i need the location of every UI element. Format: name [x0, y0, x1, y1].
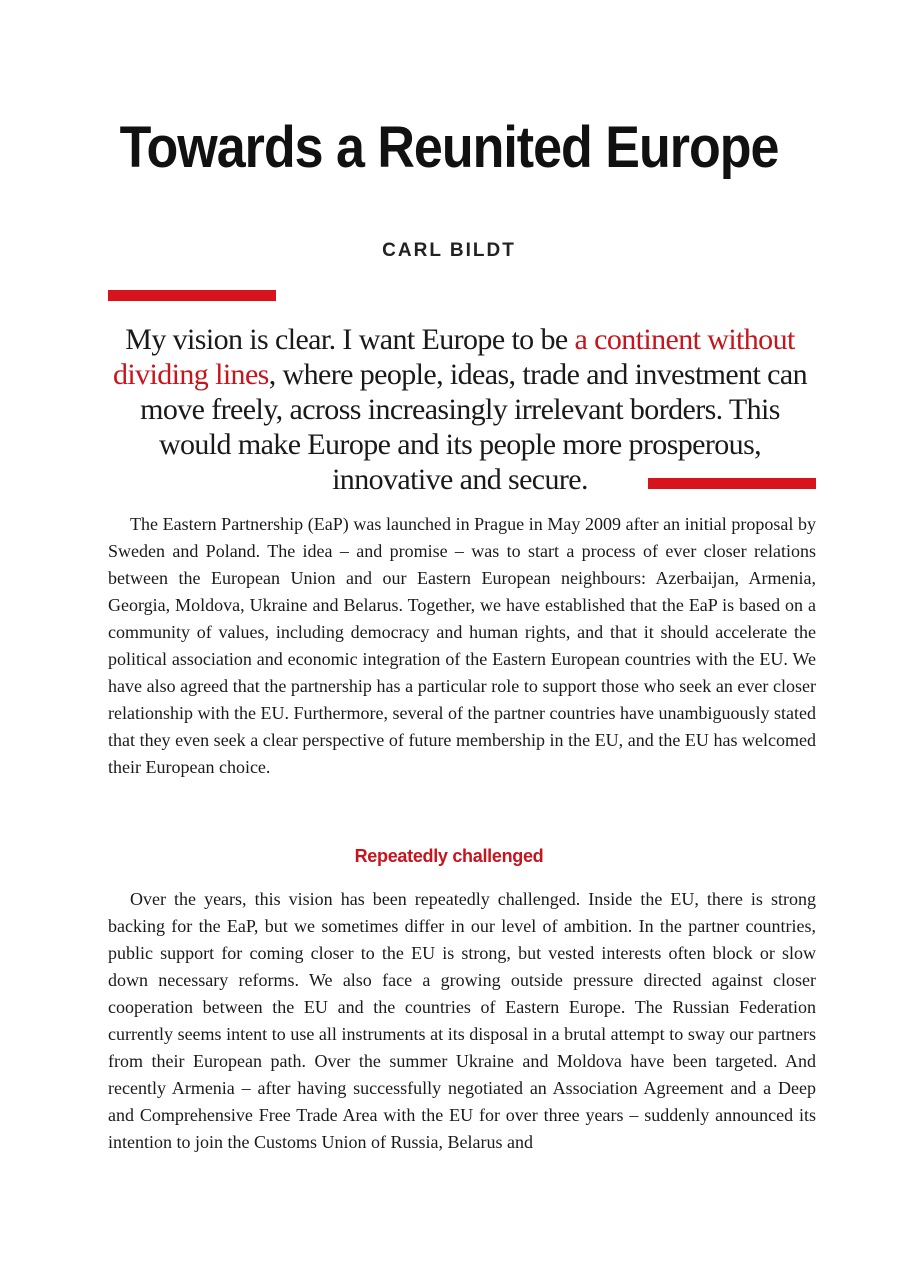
body-paragraph-2: Over the years, this vision has been repeatedly challenged. Inside the EU, there is strong backing for the EaP, but we sometimes differ in our level of ambition. In the partner countries, public support for coming closer to the EU is strong, but vested interests often block or slow down necessary reforms. We also face a growing outside pressure directed against closer cooperation between the EU and the countries of Eastern Europe. The Russian Federation currently seems intent to use all instruments at its disposal in a brutal attempt to sway our partners from their European path. Over the summer Ukraine and Moldova have been targeted. And recently Armenia – after having successfully negotiated an Association Agreement and a Deep and Comprehensive Free Trade Area with the EU for over three years – suddenly announced its intention to join the Customs Union of Russia, Belarus and — [108, 889, 816, 1152]
pull-quote — [110, 322, 810, 497]
section-subheading: Repeatedly challenged — [354, 846, 544, 866]
pull-quote-text-start: My vision is clear. I want Europe to be — [125, 323, 575, 356]
accent-bar-top — [108, 290, 276, 301]
article-title: Towards a Reunited Europe — [119, 115, 779, 181]
pull-quote-text-end: , where people, ideas, trade and investment can move freely, across increasingly irrelevant borders. This would make Europe and its people more prosperous, innovative and secure. — [140, 358, 807, 496]
accent-bar-bottom — [648, 478, 816, 489]
pull-quote-highlight: a continent without dividing lines — [112, 323, 795, 391]
author-name: CARL BILDT — [382, 240, 516, 261]
body-paragraph-1: The Eastern Partnership (EaP) was launched in Prague in May 2009 after an initial proposal by Sweden and Poland. The idea – and promise – was to start a process of ever closer relations between the European Union and our Eastern European neighbours: Azerbaijan, Armenia, Georgia, Moldova, Ukraine and Belarus. Together, we have established that the EaP is based on a community of values, including democracy and human rights, and that it should accelerate the political association and economic integration of the Eastern European countries with the EU. We have also agreed that the partnership has a particular role to support those who seek an ever closer relationship with the EU. Furthermore, several of the partner countries have unambiguously stated that they even seek a clear perspective of future membership in the EU, and the EU has welcomed their European choice. — [108, 514, 816, 777]
